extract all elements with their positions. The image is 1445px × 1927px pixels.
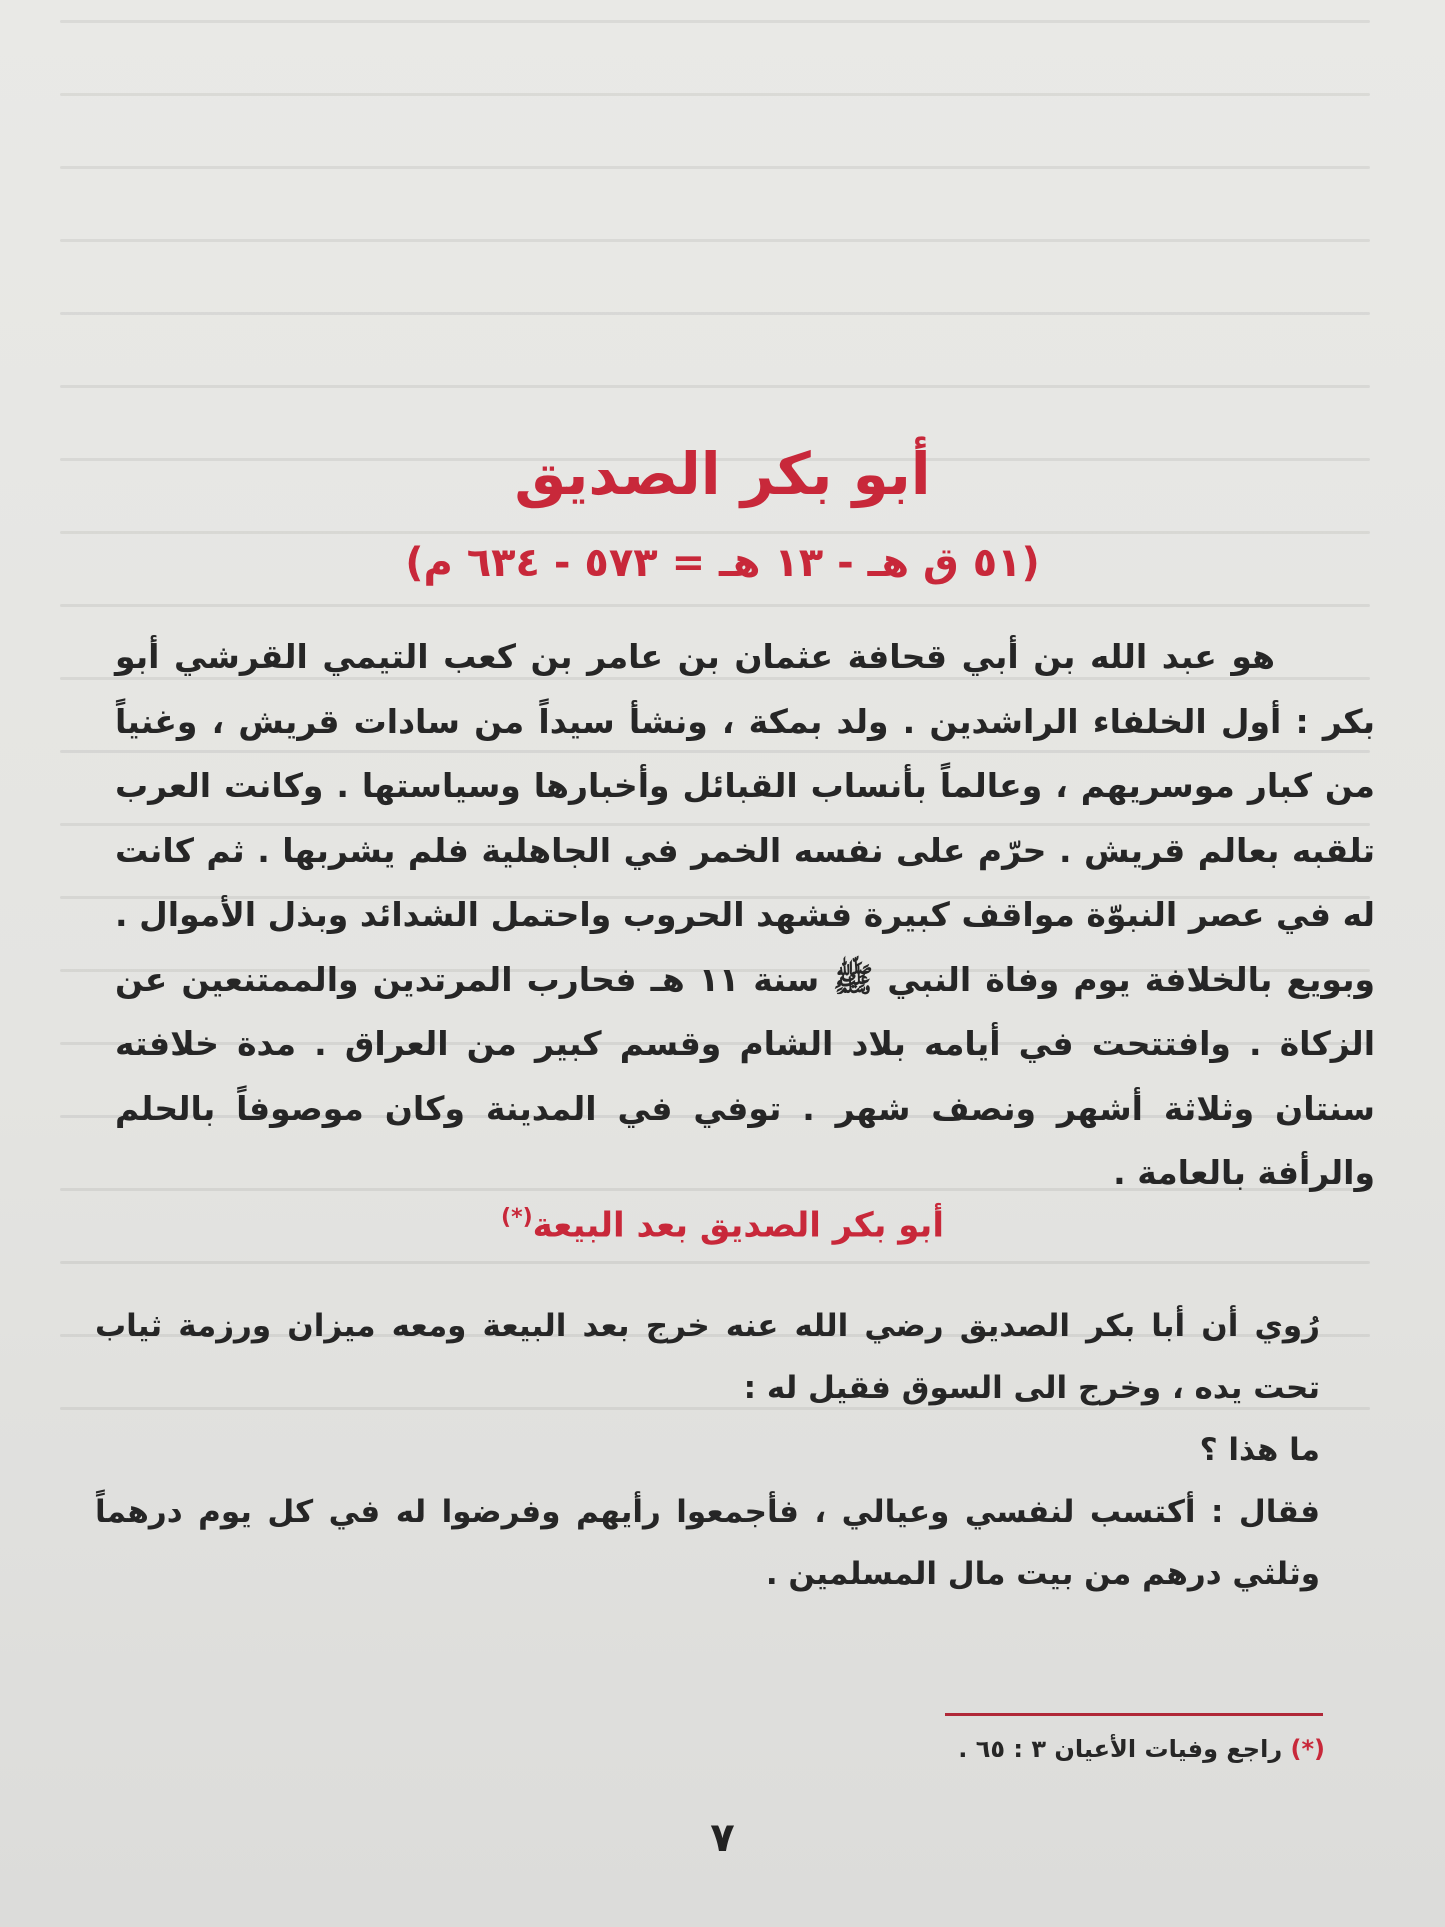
chapter-title: أبو بكر الصديق [514,440,931,508]
biography-paragraph [115,625,1375,1206]
section-heading [0,1205,1445,1245]
page-number: ٧ [710,1815,735,1861]
chapter-dates: (٥١ ق هـ - ١٣ هـ = ٥٧٣ - ٦٣٤ م) [405,540,1040,586]
story-body [95,1295,1375,1605]
footnote [958,1735,1325,1763]
footnote-text: راجع وفيات الأعيان ٣ : ٦٥ . [958,1735,1283,1763]
footnote-reference: (*) [501,1205,533,1230]
story-paragraph-3: فقال : أكتسب لنفسي وعيالي ، فأجمعوا رأيهم وفرضوا له في كل يوم درهماً وثلثي درهم من بيت مال المسلمين . [95,1494,1320,1592]
footnote-divider [945,1713,1323,1716]
biography-text: هو عبد الله بن أبي قحافة عثمان بن عامر بن كعب التيمي القرشي أبو بكر : أول الخلفاء الراشدين . ولد بمكة ، ونشأ سيداً من سادات قريش ، وغنياً من كبار موسريهم ، وعالماً بأنساب القبائل وأخبارها وسياستها . وكانت العرب تلقبه بعالم قريش . حرّم على نفسه الخمر في الجاهلية فلم يشربها . ثم كانت له في عصر النبوّة مواقف كبيرة فشهد الحروب واحتمل الشدائد وبذل الأموال . وبويع بالخلافة يوم وفاة النبي ﷺ سنة ١١ هـ فحارب المرتدين والممتنعين عن الزكاة . وافتتحت في أيامه بلاد الشام وقسم كبير من العراق . مدة خلافته سنتان وثلاثة أشهر ونصف شهر . توفي في المدينة وكان موصوفاً بالحلم والرأفة بالعامة . [115,637,1375,1192]
footnote-marker: (*) [1290,1735,1325,1763]
section-title: أبو بكر الصديق بعد البيعة [532,1205,944,1246]
story-paragraph-1: رُوي أن أبا بكر الصديق رضي الله عنه خرج بعد البيعة ومعه ميزان ورزمة ثياب تحت يده ، وخرج الى السوق فقيل له : [95,1308,1320,1406]
story-paragraph-2: ما هذا ؟ [1199,1432,1320,1468]
